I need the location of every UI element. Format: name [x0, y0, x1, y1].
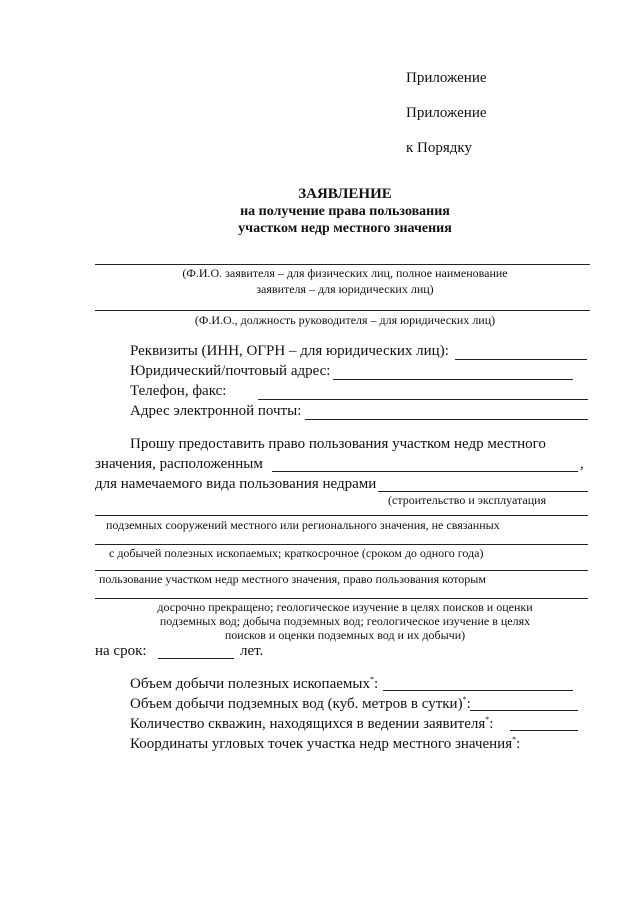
document-subtitle-2: участком недр местного значения	[238, 221, 452, 236]
document-title: ЗАЯВЛЕНИЕ	[298, 186, 392, 202]
usage-hint-7: поисков и оценки подземных вод и их добычи)	[224, 628, 466, 642]
usage-hint-1: (строительство и эксплуатация	[388, 493, 547, 507]
usage-line-2[interactable]	[95, 544, 588, 545]
coordinates-label: Координаты угловых точек участка недр местного значения*:	[130, 735, 521, 752]
usage-hint-5: досрочно прекращено; геологическое изучение в целях поисков и оценки	[157, 600, 533, 614]
usage-type-field[interactable]	[378, 491, 588, 492]
usage-hint-2: подземных сооружений местного или регионального значения, не связанных	[106, 518, 500, 532]
requisites-field[interactable]	[455, 359, 587, 360]
usage-line-3[interactable]	[95, 570, 588, 571]
applicant-hint-3: (Ф.И.О., должность руководителя – для юридических лиц)	[194, 313, 496, 327]
phone-field[interactable]	[258, 399, 588, 400]
minerals-volume-label: Объем добычи полезных ископаемых*:	[130, 675, 379, 692]
appendix-label-2: Приложение	[406, 105, 487, 121]
request-line-1: Прошу предоставить право пользования участком недр местного	[130, 436, 546, 452]
location-field[interactable]	[272, 471, 578, 472]
wells-count-label: Количество скважин, находящихся в ведении заявителя*:	[130, 715, 494, 732]
term-field[interactable]	[158, 658, 234, 659]
applicant-hint-2: заявителя – для юридических лиц)	[256, 282, 434, 296]
request-line-3: для намечаемого вида пользования недрами	[95, 476, 377, 492]
water-volume-field[interactable]	[470, 710, 578, 711]
footnote-mark: *	[485, 715, 490, 724]
wells-count-field[interactable]	[510, 730, 578, 731]
request-line-2: значения, расположенным	[95, 456, 263, 472]
applicant-name-line[interactable]	[95, 264, 590, 265]
procedure-reference: к Порядку	[406, 140, 472, 156]
address-label: Юридический/почтовый адрес:	[130, 363, 331, 379]
document-subtitle-1: на получение права пользования	[240, 204, 450, 219]
term-unit: лет.	[240, 643, 264, 659]
address-field[interactable]	[333, 379, 573, 380]
minerals-volume-field[interactable]	[383, 690, 573, 691]
usage-line-1[interactable]	[95, 515, 588, 516]
applicant-hint-1: (Ф.И.О. заявителя – для физических лиц, полное наименование	[182, 266, 508, 280]
appendix-label-1: Приложение	[406, 70, 487, 86]
water-volume-label: Объем добычи подземных вод (куб. метров в сутки)*:	[130, 695, 471, 712]
footnote-mark: *	[512, 735, 517, 744]
footnote-mark: *	[462, 695, 467, 704]
email-label: Адрес электронной почты:	[130, 403, 302, 419]
usage-hint-3: с добычей полезных ископаемых; краткосрочное (сроком до одного года)	[109, 546, 484, 560]
requisites-label: Реквизиты (ИНН, ОГРН – для юридических лиц):	[130, 343, 449, 359]
footnote-mark: *	[369, 675, 374, 684]
email-field[interactable]	[305, 419, 588, 420]
usage-hint-6: подземных вод; добыча подземных вод; геологическое изучение в целях	[159, 614, 531, 628]
usage-line-4[interactable]	[95, 598, 588, 599]
request-line-2-comma: ,	[580, 456, 584, 472]
phone-label: Телефон, факс:	[130, 383, 227, 399]
term-label: на срок:	[95, 643, 147, 659]
usage-hint-4: пользование участком недр местного значения, право пользования которым	[99, 572, 486, 586]
head-name-line[interactable]	[95, 310, 590, 311]
